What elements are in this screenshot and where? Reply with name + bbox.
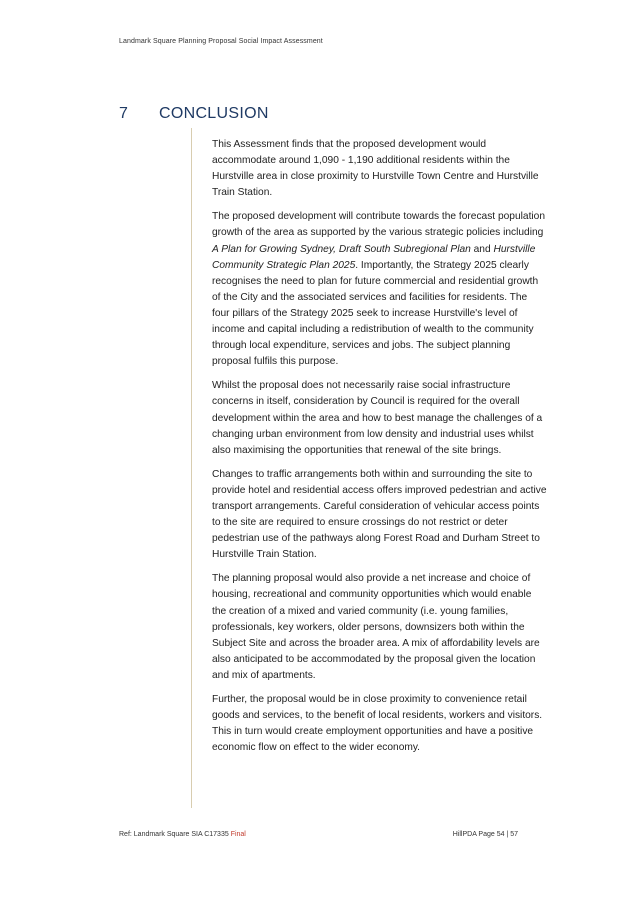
footer-status: Final bbox=[230, 831, 246, 838]
paragraph-strategic-policies bbox=[212, 209, 547, 370]
paragraph-strategic-policies-part-2: and bbox=[470, 243, 494, 255]
paragraph-findings: This Assessment finds that the proposed development would accommodate around 1,090 - 1,190 additional residents within the Hurstville area in close proximity to Hurstville Town Centre and Hurstville Train Station. bbox=[212, 139, 539, 199]
footer-ref-text: Ref: Landmark Square SIA C17335 bbox=[119, 831, 231, 838]
paragraph-traffic: Changes to traffic arrangements both within and surrounding the site to provide hotel and residential access offers improved pedestrian and active transport arrangements. Careful consideration of vehicular access points to the site are required to ensure crossings do not restrict or deter pedestrian use of the pathways along Forest Road and Durham Street to Hurstville Train Station. bbox=[212, 468, 547, 561]
policy-name-strategic-plan: Hurstville Community Strategic Plan 2025 bbox=[212, 243, 536, 271]
paragraph-housing: The planning proposal would also provide a net increase and choice of housing, recreational and community opportunities which would enable the creation of a mixed and varied community (i.e. young families, professionals, key workers, older persons, downsizers both within the Subject Site and across the broader area. A mix of affordability levels are also anticipated to be accommodated by the proposal given the location and mix of apartments. bbox=[212, 573, 540, 681]
footer-reference bbox=[119, 831, 246, 838]
section-title: CONCLUSION bbox=[159, 105, 269, 122]
paragraph-strategic-policies-part-3: . Importantly, the Strategy 2025 clearly recognises the need to plan for future commercial and residential growth of the City and the associated services and facilities for residents. The four pillars of the Strategy 2025 seek to increase Hurstville's level of income and capital including a redistribution of wealth to the community through local expenditure, services and jobs. The subject planning proposal fulfils this purpose. bbox=[212, 259, 539, 368]
body-text bbox=[212, 137, 547, 764]
paragraph-social-infrastructure: Whilst the proposal does not necessarily raise social infrastructure concerns in itself, consideration by Council is required for the overall development within the area and how to best manage the challenges of a changing urban environment from low density and industrial uses whilst also maximising the opportunities that renewal of the site brings. bbox=[212, 380, 543, 456]
paragraph-economy: Further, the proposal would be in close proximity to convenience retail goods and services, to the benefit of local residents, workers and visitors. This in turn would create employment opportunities and have a positive economic flow on effect to the wider economy. bbox=[212, 694, 543, 754]
footer-page-number: HillPDA Page 54 | 57 bbox=[452, 831, 518, 838]
paragraph-strategic-policies-part-1: The proposed development will contribute towards the forecast population growth of the area as supported by the various strategic policies including bbox=[212, 211, 545, 239]
policy-name-plans: A Plan for Growing Sydney, Draft South Subregional Plan bbox=[212, 243, 471, 255]
section-heading bbox=[119, 105, 269, 123]
running-header: Landmark Square Planning Proposal Social Impact Assessment bbox=[119, 38, 323, 45]
body-margin-rule bbox=[191, 128, 192, 808]
section-number: 7 bbox=[119, 105, 128, 122]
